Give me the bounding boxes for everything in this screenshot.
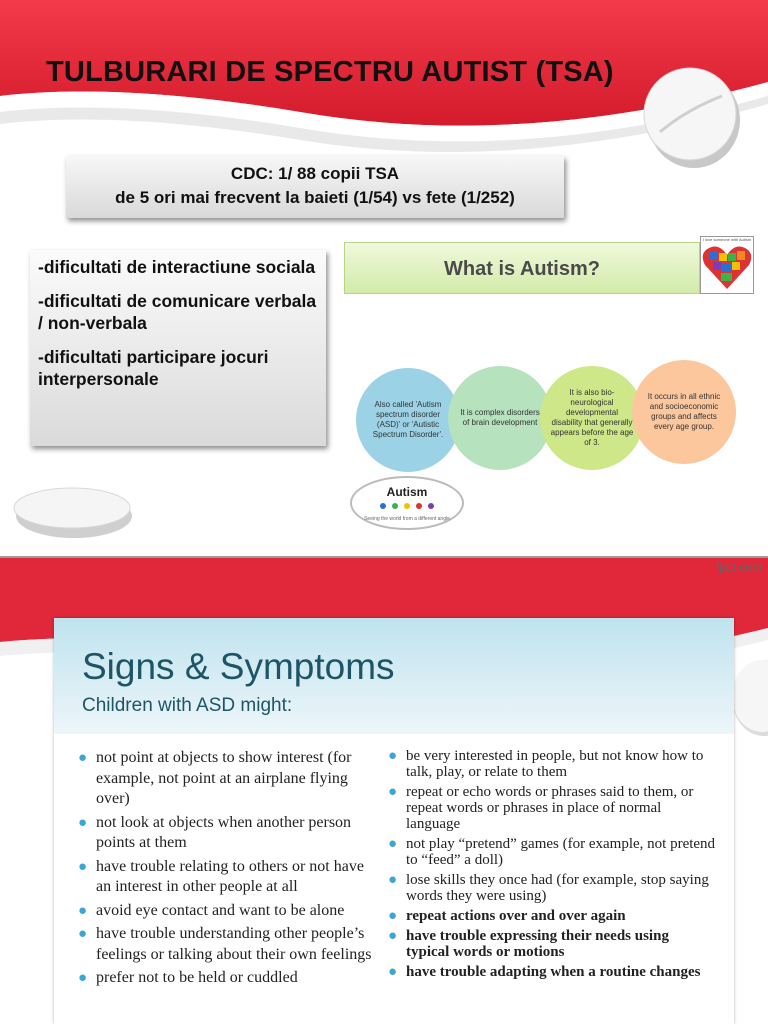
bullet-dot-icon: ● [78,858,88,875]
logo-title: Autism [386,485,428,499]
bullet-dot-icon: ● [388,836,398,852]
logo-subtitle: Seeing the world from a different angle [364,516,450,522]
symptom-text: be very interested in people, but not know how to talk, play, or relate to them [406,748,704,780]
symptom-text: prefer not to be held or cuddled [96,969,298,986]
prevalence-line: de 5 ori mai frecvent la baieti (1/54) vs fete (1/252) [115,188,515,207]
list-item [76,968,376,989]
symptom-text: have trouble adapting when a routine changes [406,964,701,980]
circle-text: It occurs in all ethnic and socioeconomic groups and affects every age group. [647,392,721,431]
difficulty-item: -dificultati de interactiune sociala [38,257,316,277]
bullet-dot-icon: ● [388,784,398,800]
list-item [386,872,716,904]
prevalence-box [66,156,564,218]
list-item [76,901,376,922]
symptom-text: not look at objects when another person points at them [96,813,352,851]
bullet-dot-icon: ● [388,872,398,888]
list-item [386,748,716,780]
symptom-text: not point at objects to show interest (for example, not point at an airplane flying over) [96,749,352,807]
puzzle-heart-card [700,236,754,294]
what-is-autism-banner: What is Autism? [344,242,700,294]
bullet-dot-icon: ● [78,926,88,942]
symptom-text: repeat or echo words or phrases said to them, or repeat words or phrases in place of normal language [406,784,694,832]
signs-title: Signs & Symptoms [82,646,395,687]
circle-text: It is also bio-neurological developmental disability that generally appears before the age of 3. [550,388,634,447]
circle-text: It is complex disorders of brain development [460,408,540,427]
signs-symptoms-card [54,618,734,1024]
list-item [76,857,376,898]
symptom-text: lose skills they once had (for example, stop saying words they were using) [406,872,709,904]
difficulty-item: -dificultati de comunicare verbala / non-verbala [38,291,317,333]
list-item [76,924,376,965]
symptom-text: have trouble relating to others or not have an interest in other people at all [96,857,364,895]
definition-circle [632,360,736,464]
symptom-text: have trouble expressing their needs using typical words or motions [406,928,669,960]
bullet-dot-icon: ● [388,748,398,764]
bullet-dot-icon: ● [78,814,88,831]
symptom-text: have trouble understanding other people’s feelings or talking about their own feelings [96,925,372,963]
bullet-dot-icon: ● [388,964,398,980]
list-item [386,908,716,924]
bullet-dot-icon: ● [388,928,398,944]
puzzle-heart-icon [701,243,753,291]
card-header [54,618,734,734]
symptom-list-left [76,748,376,992]
symptom-text: not play “pretend” games (for example, not pretend to “feed” a doll) [406,836,716,868]
prevalence-line: CDC: 1/ 88 copii TSA [230,164,400,183]
bullet-dot-icon: ● [78,970,88,986]
difficulty-item: -dificultati participare jocuri interpersonale [38,347,269,389]
circle-text: Also called 'Autism spectrum disorder (ASD)' or 'Autistic Spectrum Disorder'. [372,400,444,439]
pill-icon [730,658,768,738]
definition-circle [540,366,644,470]
definition-circle [356,368,460,472]
symptom-text: repeat actions over and over again [406,908,626,924]
heart-caption: I love someone with Autism [702,237,752,242]
list-item [386,964,716,980]
symptom-list-right [386,748,716,984]
autism-logo [350,476,464,530]
list-item [76,748,376,810]
list-item [386,784,716,832]
bullet-dot-icon: ● [388,908,398,924]
symptom-text: avoid eye contact and want to be alone [96,901,345,919]
definition-circle [448,366,552,470]
list-item [76,813,376,854]
pill-icon [10,482,134,542]
slide-title: TULBURARI DE SPECTRU AUTIST (TSA) [46,56,614,88]
bullet-dot-icon: ● [78,902,88,919]
pill-icon [640,62,746,174]
list-item [386,928,716,960]
difficulties-list [30,250,326,446]
bullet-dot-icon: ● [78,750,88,766]
signs-subtitle: Children with ASD might: [82,695,293,716]
list-item [386,836,716,868]
people-figures-icon [377,501,437,511]
watermark: fppt.com [715,560,762,574]
